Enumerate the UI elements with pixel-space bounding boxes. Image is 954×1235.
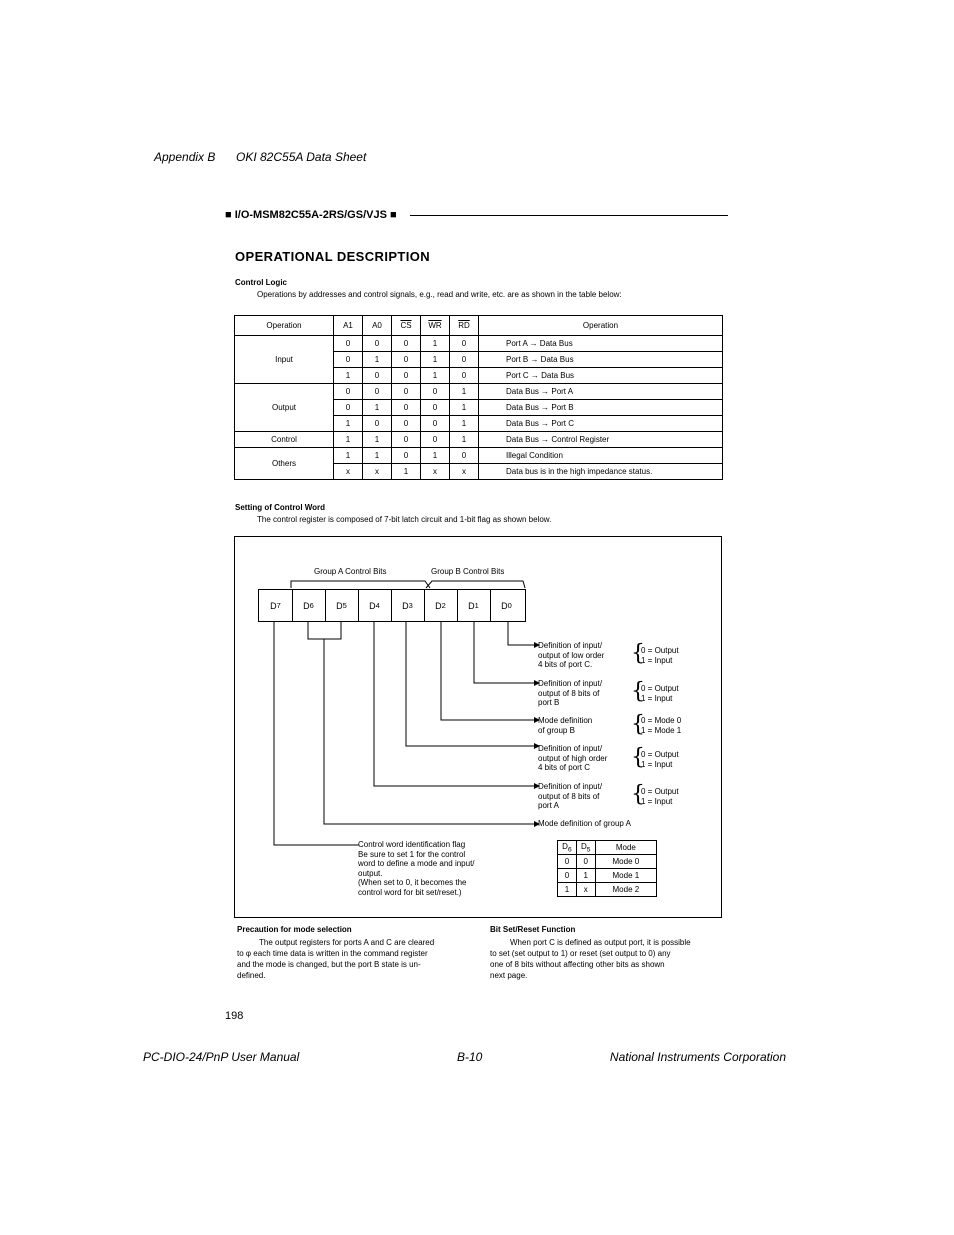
col-header: $\overline{WR}$: [421, 316, 450, 336]
signal-cell: 1: [363, 448, 392, 464]
operation-desc: Data bus is in the high impedance status.: [479, 464, 723, 480]
section-header: ■ I/O-MSM82C55A-2RS/GS/VJS ■: [225, 209, 397, 221]
table-header-row: [235, 316, 723, 336]
operation-group: Output: [235, 384, 334, 432]
def-d3: Definition of input/ output of high order 4 bits of port C: [538, 744, 608, 772]
signal-cell: 1: [363, 432, 392, 448]
signal-cell: 1: [421, 448, 450, 464]
control-logic-title: Control Logic: [235, 278, 287, 287]
page-heading: OPERATIONAL DESCRIPTION: [235, 249, 431, 264]
signal-cell: 0: [450, 368, 479, 384]
group-b-label: Group B Control Bits: [431, 567, 505, 576]
control-word-title: Setting of Control Word: [235, 503, 326, 512]
options-d2: 0 = Mode 0 1 = Mode 1: [641, 716, 682, 735]
table-row: 0 0 Mode 0: [558, 855, 657, 869]
operation-desc: Data Bus → Port A: [479, 384, 723, 400]
operations-table: [234, 315, 723, 480]
signal-cell: 1: [450, 416, 479, 432]
def-d1: Definition of input/ output of 8 bits of port B: [538, 679, 603, 707]
brace: {: [631, 712, 645, 737]
signal-cell: 1: [450, 384, 479, 400]
signal-cell: x: [334, 464, 363, 480]
col-header: Operation: [235, 316, 334, 336]
operation-desc: Data Bus → Port C: [479, 416, 723, 432]
bitset-title: Bit Set/Reset Function: [490, 925, 576, 934]
signal-cell: 1: [450, 400, 479, 416]
bit-d0: D 0: [501, 600, 512, 611]
operation-desc: Port B → Data Bus: [479, 352, 723, 368]
options-d3: 0 = Output 1 = Input: [641, 750, 679, 769]
signal-cell: 1: [334, 368, 363, 384]
signal-cell: x: [421, 464, 450, 480]
operation-group: Control: [235, 432, 334, 448]
bit-d3: D 3: [391, 590, 425, 621]
signal-cell: 0: [450, 448, 479, 464]
footer-left: PC-DIO-24/PnP User Manual: [143, 1050, 300, 1064]
signal-cell: 0: [421, 416, 450, 432]
options-d4: 0 = Output 1 = Input: [641, 787, 679, 806]
table-row: [235, 384, 723, 400]
signal-cell: 1: [421, 336, 450, 352]
signal-cell: 0: [392, 352, 421, 368]
signal-cell: 0: [392, 368, 421, 384]
brace: {: [631, 782, 645, 807]
signal-cell: 0: [392, 448, 421, 464]
signal-cell: 0: [363, 416, 392, 432]
signal-cell: 0: [392, 336, 421, 352]
brace: {: [631, 641, 645, 666]
signal-cell: 1: [421, 352, 450, 368]
def-d4: Definition of input/ output of 8 bits of port A: [538, 782, 603, 810]
def-d0: Definition of input/ output of low order 4 bits of port C.: [538, 641, 605, 669]
signal-cell: 0: [392, 400, 421, 416]
control-word-text: The control register is composed of 7-bit latch circuit and 1-bit flag as shown below.: [257, 515, 552, 524]
col-header: $\overline{CS}$: [392, 316, 421, 336]
bit-register: [258, 589, 526, 622]
footer-right: National Instruments Corporation: [609, 1050, 786, 1064]
operation-desc: Data Bus → Control Register: [479, 432, 723, 448]
signal-cell: 0: [334, 384, 363, 400]
bit-d5: D 5: [325, 590, 359, 621]
col-header: Operation: [479, 316, 723, 336]
section-rule: [410, 215, 728, 216]
mode-table: [557, 840, 657, 897]
signal-cell: 0: [363, 368, 392, 384]
precaution-title: Precaution for mode selection: [237, 925, 352, 934]
operation-group: Input: [235, 336, 334, 384]
signal-cell: 0: [392, 432, 421, 448]
signal-cell: 0: [450, 336, 479, 352]
table-row: 0 1 Mode 1: [558, 869, 657, 883]
signal-cell: 0: [363, 384, 392, 400]
col-header: A0: [363, 316, 392, 336]
signal-cell: 1: [450, 432, 479, 448]
signal-cell: 1: [334, 448, 363, 464]
table-row: 1 x Mode 2: [558, 883, 657, 897]
signal-cell: 1: [363, 400, 392, 416]
options-d0: 0 = Output 1 = Input: [641, 646, 679, 665]
signal-cell: 1: [334, 432, 363, 448]
bit-d1: D 1: [457, 590, 491, 621]
col-header: A1: [334, 316, 363, 336]
group-a-label: Group A Control Bits: [314, 567, 387, 576]
col-header: $D_5$: [576, 841, 595, 855]
operation-desc: Data Bus → Port B: [479, 400, 723, 416]
bitset-text: When port C is defined as output port, it is possible to set (set output to 1) or reset (set output to 0) any one of 8 bits without affecting other bits as shown next page.: [490, 938, 691, 980]
signal-cell: 0: [450, 352, 479, 368]
table-row: [235, 432, 723, 448]
signal-cell: 0: [334, 352, 363, 368]
signal-cell: 1: [392, 464, 421, 480]
def-d6d5: Mode definition of group A: [538, 819, 631, 828]
signal-cell: 0: [421, 432, 450, 448]
signal-cell: 0: [334, 336, 363, 352]
header-title: OKI 82C55A Data Sheet: [236, 150, 367, 164]
brace: {: [631, 745, 645, 770]
options-d1: 0 = Output 1 = Input: [641, 684, 679, 703]
col-header: $D_6$: [558, 841, 577, 855]
table-header-row: [558, 841, 657, 855]
signal-cell: 1: [421, 368, 450, 384]
precaution-text: The output registers for ports A and C are cleared to φ each time data is written in the command register and the mode is changed, but the port B state is un- defined.: [237, 938, 435, 980]
col-header: $\overline{RD}$: [450, 316, 479, 336]
operation-group: Others: [235, 448, 334, 480]
operation-desc: Port C → Data Bus: [479, 368, 723, 384]
brace: {: [631, 679, 645, 704]
bit-d7: D 7: [259, 590, 293, 621]
col-header: Mode: [595, 841, 656, 855]
signal-cell: 1: [334, 416, 363, 432]
table-row: [235, 448, 723, 464]
signal-cell: 0: [421, 384, 450, 400]
page-number: 198: [225, 1010, 244, 1022]
operation-desc: Illegal Condition: [479, 448, 723, 464]
header-left: Appendix B: [154, 150, 216, 164]
def-d2: Mode definition of group B: [538, 716, 593, 735]
operation-desc: Port A → Data Bus: [479, 336, 723, 352]
signal-cell: 0: [334, 400, 363, 416]
signal-cell: 0: [392, 416, 421, 432]
bit-d6: D 6: [292, 590, 326, 621]
signal-cell: 1: [363, 352, 392, 368]
signal-cell: 0: [363, 336, 392, 352]
signal-cell: x: [450, 464, 479, 480]
flag-note: Control word identification flag Be sure to set 1 for the control word to define a mode and input/ output. (When set to 0, it becomes the control word for bit set/reset.): [358, 840, 475, 897]
signal-cell: x: [363, 464, 392, 480]
table-row: [235, 336, 723, 352]
signal-cell: 0: [421, 400, 450, 416]
footer-center: B-10: [457, 1050, 483, 1064]
bit-d4: D 4: [358, 590, 392, 621]
bit-d2: D 2: [424, 590, 458, 621]
control-logic-text: Operations by addresses and control signals, e.g., read and write, etc. are as shown in the table below:: [257, 290, 622, 299]
signal-cell: 0: [392, 384, 421, 400]
